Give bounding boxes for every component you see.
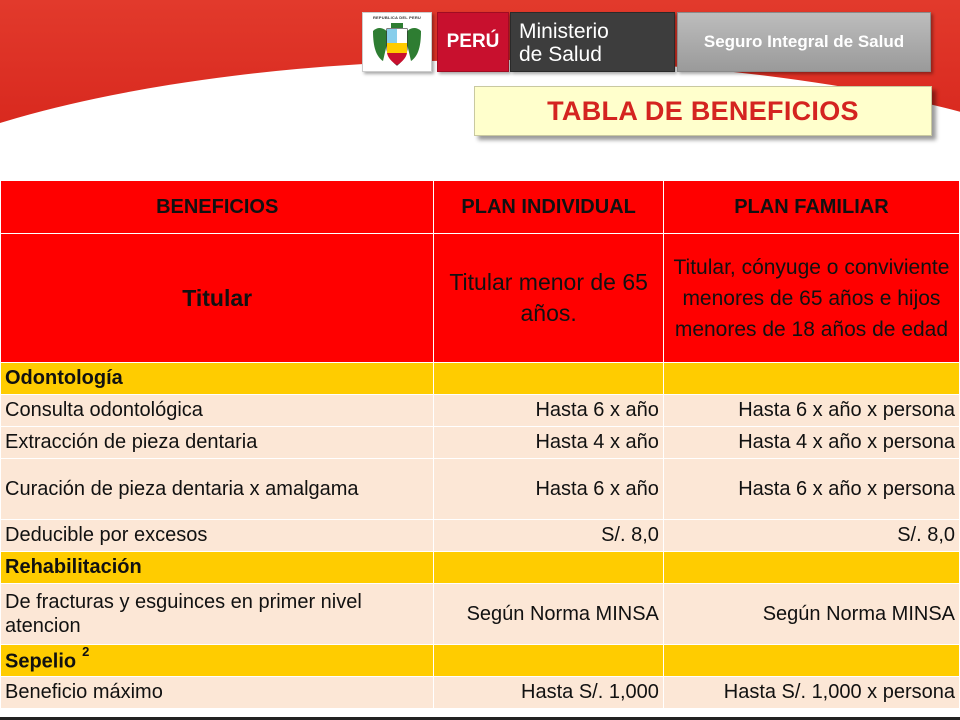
benefit-cell: De fracturas y esguinces en primer nivel atencion — [1, 584, 434, 645]
table-row — [1, 427, 960, 459]
titular-familiar: Titular, cónyuge o conviviente menores de 65 años e hijos menores de 18 años de edad — [663, 234, 959, 363]
coat-of-arms-logo — [362, 12, 432, 72]
familiar-cell: Hasta 6 x año x persona — [663, 395, 959, 427]
titular-label: Titular — [1, 234, 434, 363]
section-label: Odontología — [1, 363, 434, 395]
table-row — [1, 584, 960, 645]
individual-cell: Hasta 6 x año — [434, 459, 664, 520]
peru-logo: PERÚ — [437, 12, 509, 72]
page-title: TABLA DE BENEFICIOS — [474, 86, 932, 136]
section-row-sepelio — [1, 645, 960, 677]
individual-cell: Hasta S/. 1,000 — [434, 677, 664, 709]
benefit-cell: Consulta odontológica — [1, 395, 434, 427]
section-row-rehabilitacion — [1, 552, 960, 584]
familiar-cell: S/. 8,0 — [663, 520, 959, 552]
titular-individual: Titular menor de 65 años. — [434, 234, 664, 363]
ministry-line1: Ministerio — [519, 20, 609, 43]
individual-cell: Según Norma MINSA — [434, 584, 664, 645]
individual-cell: Hasta 6 x año — [434, 395, 664, 427]
column-header-plan-familiar: PLAN FAMILIAR — [663, 181, 959, 234]
table-row — [1, 520, 960, 552]
ministerio-salud-logo — [510, 12, 675, 72]
familiar-cell: Hasta 6 x año x persona — [663, 459, 959, 520]
familiar-cell: Según Norma MINSA — [663, 584, 959, 645]
table-header-row — [1, 181, 960, 234]
section-row-odontologia — [1, 363, 960, 395]
individual-cell: Hasta 4 x año — [434, 427, 664, 459]
column-header-plan-individual: PLAN INDIVIDUAL — [434, 181, 664, 234]
sis-logo: Seguro Integral de Salud — [677, 12, 931, 72]
benefit-cell: Extracción de pieza dentaria — [1, 427, 434, 459]
benefit-cell: Curación de pieza dentaria x amalgama — [1, 459, 434, 520]
column-header-beneficios: BENEFICIOS — [1, 181, 434, 234]
table-row — [1, 395, 960, 427]
footnote-marker: 2 — [82, 644, 90, 659]
individual-cell: S/. 8,0 — [434, 520, 664, 552]
coat-of-arms-icon — [369, 21, 425, 69]
benefits-table — [0, 180, 960, 709]
ministry-line2: de Salud — [519, 43, 602, 66]
benefit-cell: Beneficio máximo — [1, 677, 434, 709]
familiar-cell: Hasta S/. 1,000 x persona — [663, 677, 959, 709]
table-row — [1, 459, 960, 520]
familiar-cell: Hasta 4 x año x persona — [663, 427, 959, 459]
shield-caption: REPUBLICA DEL PERU — [372, 15, 422, 20]
section-label: Sepelio — [5, 650, 77, 673]
section-label: Rehabilitación — [1, 552, 434, 584]
titular-row — [1, 234, 960, 363]
table-row — [1, 677, 960, 709]
benefit-cell: Deducible por excesos — [1, 520, 434, 552]
